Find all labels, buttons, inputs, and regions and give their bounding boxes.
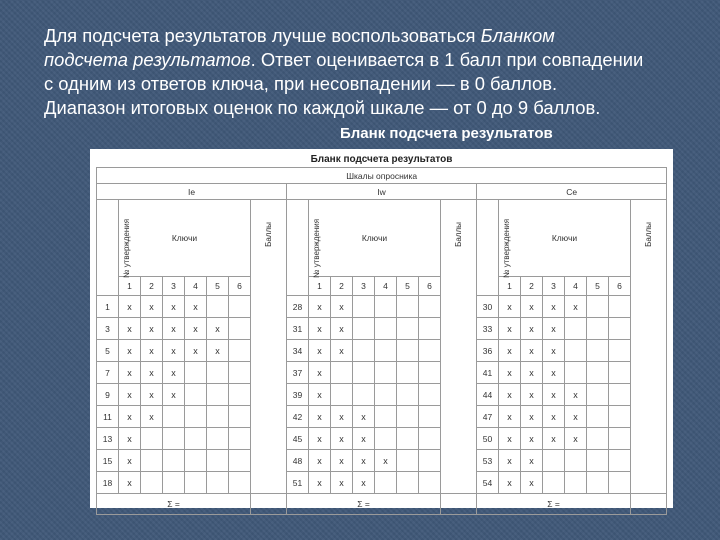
- key-mark: [375, 296, 397, 318]
- key-mark: [229, 362, 251, 384]
- key-number: 1: [499, 277, 521, 296]
- item-number: 54: [477, 472, 499, 494]
- key-mark: [587, 406, 609, 428]
- key-mark: x: [119, 340, 141, 362]
- key-mark: x: [163, 318, 185, 340]
- key-mark: [207, 384, 229, 406]
- key-mark: [419, 450, 441, 472]
- scale-name: Ce: [477, 184, 667, 200]
- item-number: 15: [97, 450, 119, 472]
- key-mark: x: [543, 296, 565, 318]
- key-number: 5: [587, 277, 609, 296]
- key-mark: x: [521, 318, 543, 340]
- key-mark: x: [543, 428, 565, 450]
- key-mark: x: [309, 450, 331, 472]
- key-mark: [609, 428, 631, 450]
- key-mark: x: [499, 406, 521, 428]
- key-mark: [609, 340, 631, 362]
- key-mark: x: [207, 340, 229, 362]
- key-mark: x: [141, 362, 163, 384]
- scales-header: Шкалы опросника: [97, 168, 667, 184]
- table-row: [97, 406, 667, 428]
- key-mark: [185, 428, 207, 450]
- table-row: [97, 472, 667, 494]
- key-number: 4: [375, 277, 397, 296]
- key-number: 1: [309, 277, 331, 296]
- item-number: 47: [477, 406, 499, 428]
- sum-value: [631, 494, 667, 515]
- key-mark: [397, 318, 419, 340]
- key-mark: [609, 362, 631, 384]
- key-mark: [587, 296, 609, 318]
- key-mark: x: [499, 318, 521, 340]
- table-row: [97, 318, 667, 340]
- key-mark: x: [185, 340, 207, 362]
- item-number: 39: [287, 384, 309, 406]
- item-number: 33: [477, 318, 499, 340]
- slide-body-text: [44, 24, 694, 120]
- key-mark: [609, 296, 631, 318]
- key-number: 4: [565, 277, 587, 296]
- key-mark: x: [331, 318, 353, 340]
- key-mark: [163, 428, 185, 450]
- table-row: [97, 384, 667, 406]
- key-mark: [397, 384, 419, 406]
- table-row: [97, 362, 667, 384]
- key-mark: [229, 384, 251, 406]
- key-mark: x: [141, 340, 163, 362]
- key-mark: x: [141, 318, 163, 340]
- table-row: [97, 340, 667, 362]
- item-number: 48: [287, 450, 309, 472]
- table-row: [97, 296, 667, 318]
- key-mark: x: [499, 296, 521, 318]
- key-number: 3: [163, 277, 185, 296]
- key-mark: [375, 472, 397, 494]
- key-mark: [141, 472, 163, 494]
- key-mark: [543, 472, 565, 494]
- key-mark: x: [141, 296, 163, 318]
- key-mark: [543, 450, 565, 472]
- key-mark: x: [543, 318, 565, 340]
- key-mark: x: [499, 384, 521, 406]
- key-mark: x: [119, 318, 141, 340]
- points-column: [251, 200, 287, 494]
- key-mark: x: [565, 384, 587, 406]
- item-number: 1: [97, 296, 119, 318]
- key-mark: x: [119, 384, 141, 406]
- scale-name: Ie: [97, 184, 287, 200]
- text-line-2: [44, 48, 694, 72]
- key-mark: x: [543, 340, 565, 362]
- key-mark: x: [309, 340, 331, 362]
- key-mark: x: [543, 384, 565, 406]
- key-mark: x: [521, 362, 543, 384]
- key-mark: x: [353, 450, 375, 472]
- key-number: 5: [207, 277, 229, 296]
- key-mark: x: [375, 450, 397, 472]
- key-mark: x: [499, 362, 521, 384]
- key-mark: [565, 362, 587, 384]
- key-mark: [609, 318, 631, 340]
- key-mark: [207, 296, 229, 318]
- sum-label: Σ =: [287, 494, 441, 515]
- key-mark: x: [163, 296, 185, 318]
- key-number: 2: [521, 277, 543, 296]
- key-mark: [565, 472, 587, 494]
- item-number: 18: [97, 472, 119, 494]
- key-mark: [565, 340, 587, 362]
- key-mark: [375, 318, 397, 340]
- item-number: 44: [477, 384, 499, 406]
- key-number: 6: [609, 277, 631, 296]
- key-number: 4: [185, 277, 207, 296]
- key-mark: [397, 296, 419, 318]
- key-mark: x: [119, 296, 141, 318]
- key-mark: x: [331, 340, 353, 362]
- item-number: 7: [97, 362, 119, 384]
- key-mark: [229, 428, 251, 450]
- sum-value: [441, 494, 477, 515]
- item-number-header: [97, 200, 132, 296]
- key-mark: [229, 472, 251, 494]
- points-header-text: Баллы: [263, 222, 273, 247]
- key-mark: x: [119, 428, 141, 450]
- key-mark: x: [185, 296, 207, 318]
- key-mark: [353, 362, 375, 384]
- key-mark: [419, 472, 441, 494]
- key-mark: [609, 450, 631, 472]
- key-mark: [397, 340, 419, 362]
- key-mark: [587, 384, 609, 406]
- scoring-form-image: [90, 149, 673, 508]
- text-line-2-plain: . Ответ оценивается в 1 балл при совпадении: [250, 49, 644, 70]
- item-number: 13: [97, 428, 119, 450]
- item-number: 53: [477, 450, 499, 472]
- key-mark: x: [141, 384, 163, 406]
- key-mark: x: [309, 472, 331, 494]
- item-number: 51: [287, 472, 309, 494]
- key-mark: [609, 472, 631, 494]
- item-number-header-text: № утверждения: [122, 218, 132, 278]
- keys-header: Ключи: [309, 200, 441, 277]
- key-mark: x: [163, 362, 185, 384]
- key-mark: [397, 450, 419, 472]
- item-number: 34: [287, 340, 309, 362]
- item-number: 5: [97, 340, 119, 362]
- item-number-header: [477, 200, 512, 296]
- item-number: 50: [477, 428, 499, 450]
- key-mark: [397, 428, 419, 450]
- key-mark: [207, 428, 229, 450]
- sum-value: [251, 494, 287, 515]
- points-header-text: Баллы: [453, 222, 463, 247]
- key-mark: x: [309, 318, 331, 340]
- key-mark: x: [543, 362, 565, 384]
- key-mark: [587, 428, 609, 450]
- key-mark: x: [141, 406, 163, 428]
- scoring-table: [96, 167, 667, 515]
- key-mark: [229, 318, 251, 340]
- key-mark: [229, 406, 251, 428]
- key-mark: x: [207, 318, 229, 340]
- key-mark: x: [309, 428, 331, 450]
- key-mark: x: [353, 428, 375, 450]
- key-mark: [375, 340, 397, 362]
- key-mark: [419, 340, 441, 362]
- points-header-text: Баллы: [644, 222, 654, 247]
- key-mark: [353, 340, 375, 362]
- key-mark: [397, 406, 419, 428]
- key-mark: [397, 472, 419, 494]
- key-mark: [207, 472, 229, 494]
- key-mark: x: [163, 340, 185, 362]
- form-caption: Бланк подсчета результатов: [340, 125, 553, 142]
- key-mark: [163, 472, 185, 494]
- key-mark: x: [331, 450, 353, 472]
- keys-header: Ключи: [499, 200, 631, 277]
- key-mark: x: [565, 428, 587, 450]
- text-line-4: Диапазон итоговых оценок по каждой шкале — от 0 до 9 баллов.: [44, 97, 601, 118]
- form-title: Бланк подсчета результатов: [310, 154, 453, 165]
- key-mark: x: [521, 428, 543, 450]
- key-mark: [207, 450, 229, 472]
- key-mark: [419, 318, 441, 340]
- key-mark: x: [521, 450, 543, 472]
- key-mark: x: [185, 318, 207, 340]
- key-mark: x: [353, 472, 375, 494]
- keys-header: Ключи: [119, 200, 251, 277]
- item-number-header: [287, 200, 322, 296]
- key-mark: x: [521, 296, 543, 318]
- key-mark: [353, 384, 375, 406]
- key-mark: [397, 362, 419, 384]
- key-mark: x: [163, 384, 185, 406]
- key-number: 3: [353, 277, 375, 296]
- key-mark: x: [565, 406, 587, 428]
- sum-label: Σ =: [97, 494, 251, 515]
- key-mark: x: [331, 296, 353, 318]
- text-line-1: [44, 24, 694, 48]
- key-mark: [419, 384, 441, 406]
- sum-label: Σ =: [477, 494, 631, 515]
- key-mark: [185, 362, 207, 384]
- key-mark: [587, 450, 609, 472]
- key-number: 2: [141, 277, 163, 296]
- key-mark: [419, 406, 441, 428]
- scale-name: Iw: [287, 184, 477, 200]
- key-number: 3: [543, 277, 565, 296]
- key-mark: x: [499, 472, 521, 494]
- key-mark: x: [309, 406, 331, 428]
- item-number: 9: [97, 384, 119, 406]
- key-mark: x: [521, 384, 543, 406]
- item-number: 3: [97, 318, 119, 340]
- key-number: 6: [229, 277, 251, 296]
- key-mark: [141, 428, 163, 450]
- key-mark: [207, 406, 229, 428]
- key-mark: [185, 384, 207, 406]
- key-mark: [375, 362, 397, 384]
- key-mark: [229, 296, 251, 318]
- key-number: 5: [397, 277, 419, 296]
- key-mark: [141, 450, 163, 472]
- item-number: 30: [477, 296, 499, 318]
- key-mark: x: [353, 406, 375, 428]
- key-mark: [587, 318, 609, 340]
- key-mark: [163, 406, 185, 428]
- points-column: [631, 200, 667, 494]
- item-number: 31: [287, 318, 309, 340]
- key-mark: x: [119, 362, 141, 384]
- item-number: 36: [477, 340, 499, 362]
- text-line-1-italic: Бланком: [480, 25, 555, 46]
- key-mark: [163, 450, 185, 472]
- key-mark: x: [543, 406, 565, 428]
- key-mark: x: [521, 406, 543, 428]
- item-number-header-text: № утверждения: [312, 218, 322, 278]
- key-mark: [587, 340, 609, 362]
- item-number: 37: [287, 362, 309, 384]
- key-mark: x: [521, 340, 543, 362]
- key-mark: [609, 406, 631, 428]
- key-mark: [185, 472, 207, 494]
- key-number: 6: [419, 277, 441, 296]
- key-mark: [229, 340, 251, 362]
- text-line-2-italic: подсчета результатов: [44, 49, 251, 70]
- key-mark: x: [499, 340, 521, 362]
- text-line-3: с одним из ответов ключа, при несовпадении — в 0 баллов.: [44, 73, 558, 94]
- key-mark: [185, 406, 207, 428]
- key-mark: x: [119, 450, 141, 472]
- key-mark: [609, 384, 631, 406]
- key-number: 2: [331, 277, 353, 296]
- key-mark: [565, 450, 587, 472]
- key-mark: [375, 406, 397, 428]
- key-mark: [419, 296, 441, 318]
- table-row: [97, 428, 667, 450]
- key-mark: [331, 384, 353, 406]
- key-mark: x: [331, 428, 353, 450]
- key-mark: [565, 318, 587, 340]
- key-mark: [229, 450, 251, 472]
- points-column: [441, 200, 477, 494]
- key-mark: [419, 362, 441, 384]
- key-mark: x: [565, 296, 587, 318]
- text-line-1-plain: Для подсчета результатов лучше воспользоваться: [44, 25, 481, 46]
- key-mark: [331, 362, 353, 384]
- item-number: 45: [287, 428, 309, 450]
- key-mark: [207, 362, 229, 384]
- key-number: 1: [119, 277, 141, 296]
- key-mark: [587, 362, 609, 384]
- item-number-header-text: № утверждения: [502, 218, 512, 278]
- key-mark: x: [309, 362, 331, 384]
- item-number: 41: [477, 362, 499, 384]
- key-mark: [353, 318, 375, 340]
- key-mark: x: [499, 428, 521, 450]
- key-mark: [185, 450, 207, 472]
- key-mark: x: [119, 406, 141, 428]
- key-mark: x: [521, 472, 543, 494]
- key-mark: x: [309, 384, 331, 406]
- key-mark: x: [119, 472, 141, 494]
- table-row: [97, 450, 667, 472]
- key-mark: [419, 428, 441, 450]
- key-mark: x: [499, 450, 521, 472]
- item-number: 28: [287, 296, 309, 318]
- item-number: 42: [287, 406, 309, 428]
- key-mark: x: [309, 296, 331, 318]
- key-mark: x: [331, 472, 353, 494]
- item-number: 11: [97, 406, 119, 428]
- key-mark: [587, 472, 609, 494]
- key-mark: [375, 428, 397, 450]
- key-mark: [375, 384, 397, 406]
- key-mark: [353, 296, 375, 318]
- key-mark: x: [331, 406, 353, 428]
